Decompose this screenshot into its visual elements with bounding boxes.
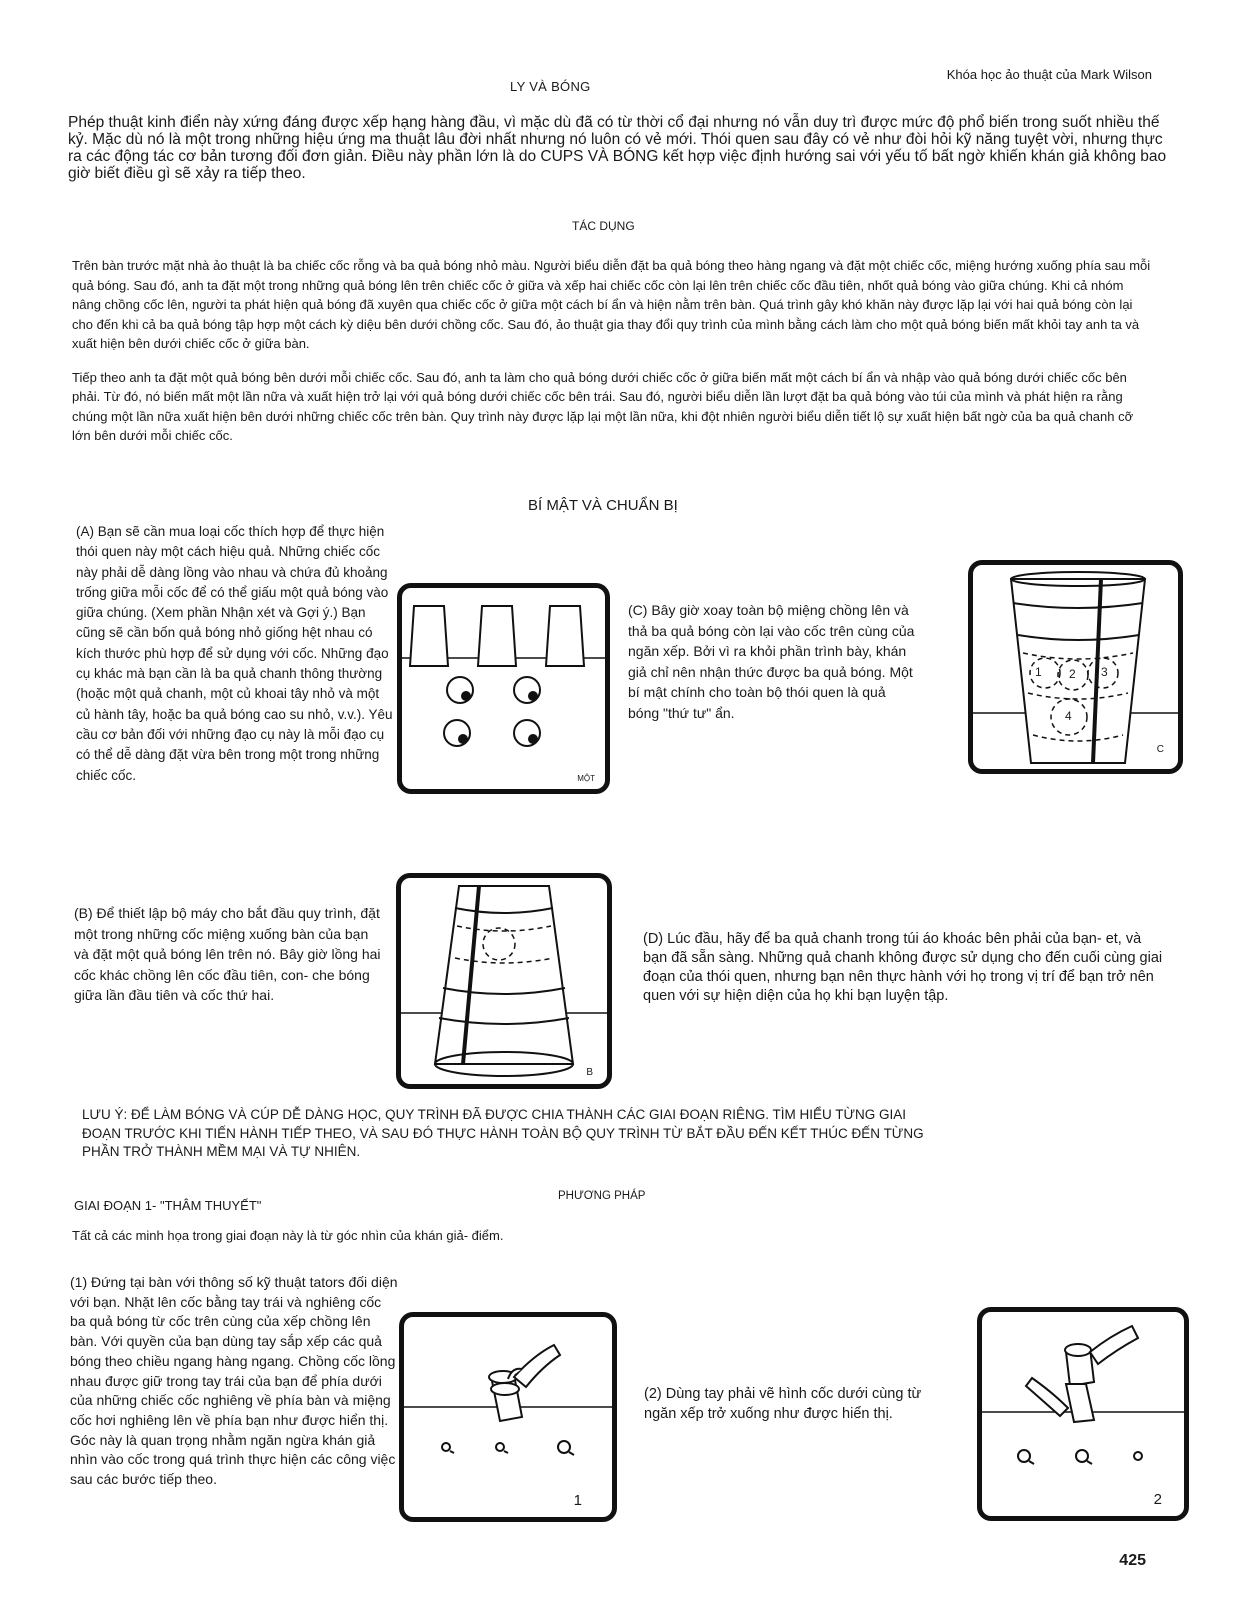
course-header: Khóa học ảo thuật của Mark Wilson [946,67,1152,82]
step-1-text: (1) Đứng tại bàn với thông số kỹ thuật tators đối diện với bạn. Nhặt lên cốc bằng tay trái và nghiêng cốc ba quả bóng từ cốc trên cùng của xếp chồng lên bàn. Với quyền của bạn dùng tay sắp xếp các quả bóng theo chiều ngang hàng ngang. Chồng cốc lồng nhau được giữ trong tay trái của bạn để phía dưới của những chiếc cốc nghiêng về phía bàn và miệng cốc hơi nghiêng lên về phía bạn như được hiển thị. Góc này là quan trọng nhằm ngăn ngừa khán giả nhìn vào cốc trong quá trình thực hiện các công việc sau các bước tiếp theo. [70,1274,398,1488]
figure-a [397,583,610,794]
figure-2-label: 2 [1153,1491,1162,1508]
effect-paragraph-1: Trên bàn trước mặt nhà ảo thuật là ba chiếc cốc rỗng và ba quả bóng nhỏ màu. Người biểu diễn đặt ba quả bóng theo hàng ngang và đặt một chiếc cốc, miệng hướng xuống phía sau mỗi quả bóng. Sau đó, anh ta đặt một trong những quả bóng lên trên chiếc cốc ở giữa và xếp hai chiếc cốc còn lại lên trên chiếc cốc đầu tiên, nhốt quả bóng vào giữa chúng. Khi cả nhóm nâng chồng cốc lên, người ta phát hiện quả bóng đã xuyên qua chiếc cốc ở giữa một cách bí ẩn và hiện nằm trên bàn. Quá trình gây khó khăn này được lặp lại với hai quả bóng còn lại cho đến khi cả ba quả bóng tập hợp một cách kỳ diệu bên dưới chồng cốc. Sau đó, ảo thuật gia thay đổi quy trình của mình bằng cách làm cho một quả bóng biến mất khỏi tay anh ta và xuất hiện bên dưới chiếc cốc ở giữa bàn. [72,258,1151,351]
stage-1-heading: GIAI ĐOẠN 1- "THÂM THUYẾT" [74,1198,262,1213]
figure-c-label: C [1156,744,1164,755]
figure-b-drawing [401,878,607,1084]
page-title: LY VÀ BÓNG [510,79,591,94]
secret-text-a: (A) Bạn sẽ cần mua loại cốc thích hợp để thực hiện thói quen này một cách hiệu quả. Những chiếc cốc này phải dễ dàng lồng vào nhau và chứa đủ khoảng trống giữa mỗi cốc để có thể giấu một quả bóng vào giữa chúng. (Xem phần Nhận xét và Gợi ý.) Bạn cũng sẽ cần bốn quả bóng nhỏ giống hệt nhau có kích thước phù hợp để sử dụng với cốc. Những đạo cụ khác mà bạn cần là ba quả chanh thông thường (hoặc một quả chanh, một củ khoai tây nhỏ và một củ hành tây, hoặc ba quả bóng cao su nhỏ, v.v.). Yêu cầu cơ bản đối với những đạo cụ này là mỗi đạo cụ có thể dễ dàng đặt vừa bên trong một trong những chiếc cốc. [76,524,393,783]
figure-c [968,560,1183,774]
figure-a-label: MỘT [577,774,595,783]
figure-2-drawing [982,1312,1184,1516]
secret-heading: BÍ MẬT VÀ CHUẨN BỊ [528,497,678,514]
step-2-text: (2) Dùng tay phải vẽ hình cốc dưới cùng từ ngăn xếp trở xuống như được hiển thị. [644,1386,922,1422]
note-paragraph: LƯU Ý: ĐỂ LÀM BÓNG VÀ CÚP DỄ DÀNG HỌC, QUY TRÌNH ĐÃ ĐƯỢC CHIA THÀNH CÁC GIAI ĐOẠN RIÊNG. TÌM HIỂU TỪNG GIAI ĐOẠN TRƯỚC KHI TIẾN HÀNH TIẾP THEO, VÀ SAU ĐÓ THỰC HÀNH TOÀN BỘ QUY TRÌNH TỪ BẮT ĐẦU ĐẾN KẾT THÚC ĐẾN TỪNG PHẦN TRỞ THÀNH MỀM MẠI VÀ TỰ NHIÊN. [82,1107,924,1159]
figure-b [396,873,612,1089]
effect-paragraph-2: Tiếp theo anh ta đặt một quả bóng bên dưới mỗi chiếc cốc. Sau đó, anh ta làm cho quả bóng dưới chiếc cốc ở giữa biến mất một cách bí ẩn và nhập vào quả bóng dưới chiếc cốc bên phải. Từ đó, nó biến mất một lần nữa và xuất hiện trở lại với quả bóng dưới chiếc cốc bên trái. Sau đó, người biểu diễn lần lượt đặt ba quả bóng vào túi của mình và phát hiện ra rằng chúng một lần nữa xuất hiện bên dưới những chiếc cốc trên bàn. Quy trình này được lặp lại một lần nữa, khi đột nhiên người biểu diễn tiết lộ sự xuất hiện bất ngờ của ba quả chanh cỡ lớn bên dưới mỗi chiếc cốc. [72,369,1134,443]
method-heading: PHƯƠNG PHÁP [558,1190,646,1202]
figure-b-label: B [586,1067,593,1078]
figure-c-number-1: 1 [1035,665,1042,679]
figure-1-label: 1 [573,1492,582,1509]
secret-text-d: (D) Lúc đầu, hãy để ba quả chanh trong túi áo khoác bên phải của bạn- et, và bạn đã sẵn sàng. Những quả chanh không được sử dụng cho đến cuối cùng giai đoạn của thói quen, nhưng bạn nên thực hành với họ trong vị trí để bạn trở nên quen với sự hiện diện của họ khi bạn luyện tập. [643,931,1163,1004]
figure-2 [977,1307,1189,1521]
figure-1 [399,1312,617,1522]
figure-a-drawing [402,588,605,789]
figure-c-number-3: 3 [1101,665,1108,679]
intro-paragraph: Phép thuật kinh điển này xứng đáng được xếp hạng hàng đầu, vì mặc dù đã có từ thời cổ đại nhưng nó vẫn duy trì được mức độ phổ biến trong suốt nhiều thế kỷ. Mặc dù nó là một trong những hiệu ứng ma thuật lâu đời nhất nhưng nó luôn có vẻ mới. Thói quen sau đây có vẻ như đòi hỏi kỹ năng tuyệt vời, nhưng thực ra các động tác cơ bản tương đối đơn giản. Điều này phần lớn là do CUPS VÀ BÓNG kết hợp việc định hướng sai với yếu tố bất ngờ khiến khán giả không bao giờ biết điều gì sẽ xảy ra tiếp theo. [68,114,1167,182]
secret-text-b: (B) Để thiết lập bộ máy cho bắt đầu quy trình, đặt một trong những cốc miệng xuống bàn của bạn và đặt một quả bóng lên trên nó. Bây giờ lồng hai cốc khác chồng lên cốc đầu tiên, con- che bóng giữa lần đầu tiên và cốc thứ hai. [74,905,381,1003]
figure-1-drawing [404,1317,612,1517]
stage-note: Tất cả các minh họa trong giai đoạn này là từ góc nhìn của khán giả- điểm. [72,1228,504,1243]
effect-heading: TÁC DỤNG [572,219,635,233]
figure-c-number-2: 2 [1069,667,1076,681]
secret-text-c: (C) Bây giờ xoay toàn bộ miệng chồng lên và thả ba quả bóng còn lại vào cốc trên cùng của ngăn xếp. Bởi vì ra khỏi phần trình bày, khán giả chỉ nên nhận thức được ba quả bóng. Một bí mật chính cho toàn bộ thói quen là quả bóng "thứ tư" ẩn. [628,602,915,721]
page-number: 425 [1119,1552,1146,1569]
effect-section [72,256,1152,460]
figure-c-number-4: 4 [1065,709,1072,723]
